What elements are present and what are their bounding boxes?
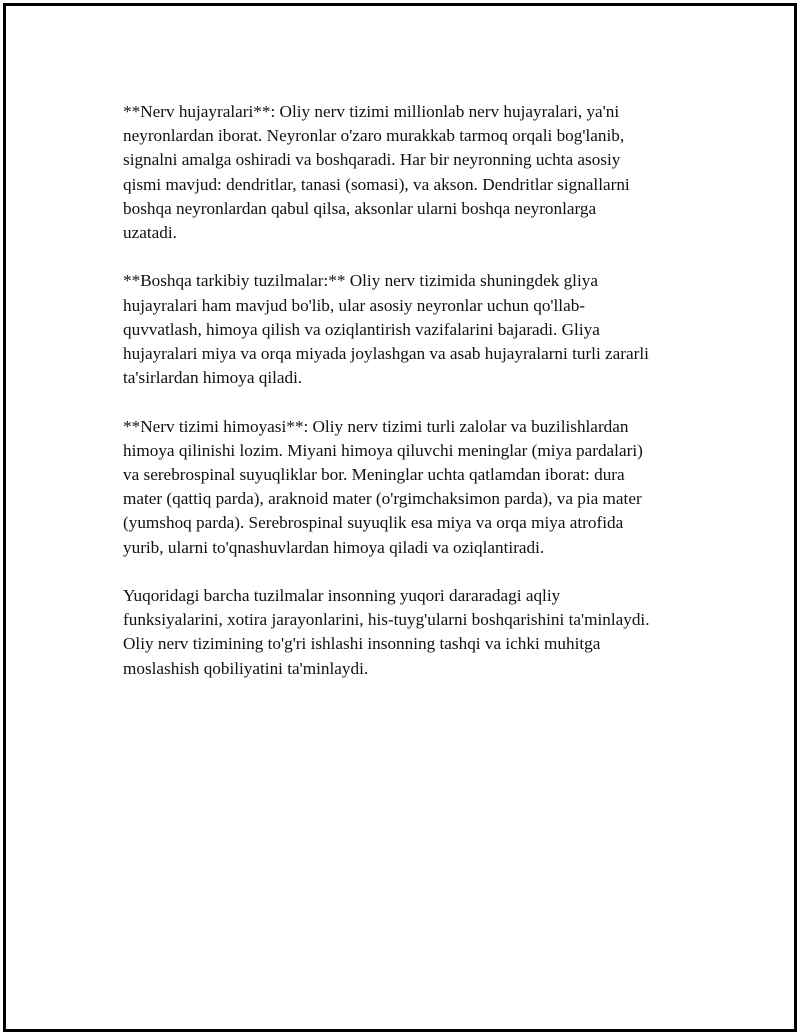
- text-line: neyronlardan iborat. Neyronlar o'zaro murakkab tarmoq orqali bog'lanib,: [123, 126, 625, 146]
- text-line: ta'sirlardan himoya qiladi.: [123, 368, 303, 388]
- text-line: funksiyalarini, xotira jarayonlarini, his-tuyg'ularni boshqarishini ta'minlaydi.: [123, 610, 650, 630]
- text-line: Oliy nerv tizimining to'g'ri ishlashi insonning tashqi va ichki muhitga: [123, 634, 601, 654]
- text-line: mater (qattiq parda), araknoid mater (o'rgimchaksimon parda), va pia mater: [123, 489, 642, 509]
- text-line: (yumshoq parda). Serebrospinal suyuqlik esa miya va orqa miya atrofida: [123, 513, 624, 533]
- text-line: **Nerv hujayralari**: Oliy nerv tizimi millionlab nerv hujayralari, ya'ni: [123, 102, 620, 121]
- page-frame: [3, 3, 797, 1032]
- text-line: himoya qilinishi lozim. Miyani himoya qiluvchi meninglar (miya pardalari): [123, 440, 643, 460]
- text-line: hujayralari ham mavjud bo'lib, ular asosiy neyronlar uchun qo'llab-: [123, 295, 586, 315]
- text-line: **Boshqa tarkibiy tuzilmalar:** Oliy nerv tizimida shuningdek gliya: [123, 271, 598, 291]
- text-line: uzatadi.: [123, 223, 177, 243]
- text-line: va serebrospinal suyuqliklar bor. Meninglar uchta qatlamdan iborat: dura: [123, 465, 625, 485]
- paragraph-nerv-hujayralari: [123, 100, 703, 245]
- paragraph-nerv-tizimi-himoyasi: [123, 415, 703, 560]
- paragraph-boshqa-tuzilmalar: [123, 269, 703, 390]
- text-line: qismi mavjud: dendritlar, tanasi (somasi), va akson. Dendritlar signallarni: [123, 174, 630, 194]
- text-line: boshqa neyronlardan qabul qilsa, aksonlar ularni boshqa neyronlarga: [123, 198, 597, 218]
- text-line: **Nerv tizimi himoyasi**: Oliy nerv tizimi turli zalolar va buzilishlardan: [123, 416, 629, 436]
- paragraph-xulosa: [123, 584, 703, 681]
- text-line: Yuqoridagi barcha tuzilmalar insonning yuqori dararadagi aqliy: [123, 586, 561, 606]
- text-line: quvvatlash, himoya qilish va oziqlantirish vazifalarini bajaradi. Gliya: [123, 319, 600, 339]
- document-body: [123, 100, 703, 705]
- text-line: hujayralari miya va orqa miyada joylashgan va asab hujayralarni turli zararli: [123, 344, 649, 364]
- text-line: moslashish qobiliyatini ta'minlaydi.: [123, 658, 369, 678]
- text-line: yurib, ularni to'qnashuvlardan himoya qiladi va oziqlantiradi.: [123, 537, 545, 557]
- text-line: signalni amalga oshiradi va boshqaradi. Har bir neyronning uchta asosiy: [123, 150, 621, 170]
